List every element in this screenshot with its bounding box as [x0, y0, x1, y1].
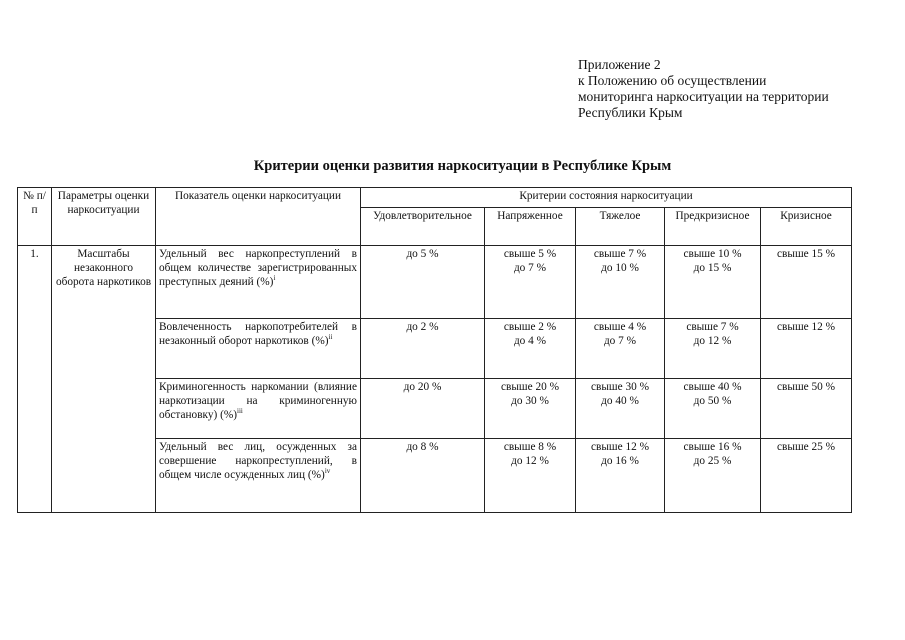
- criteria-table: [17, 187, 852, 513]
- criterion-value: до 2 %: [406, 321, 439, 333]
- criterion-value: свыше 12 %: [590, 441, 649, 453]
- criterion-value-cell: [361, 439, 485, 513]
- header-indicator: Показатель оценки наркоситуации: [156, 188, 361, 246]
- criterion-value: свыше 12 %: [777, 321, 836, 333]
- table-row: [18, 246, 852, 319]
- criterion-value-cell: [761, 246, 852, 319]
- indicator-cell: [156, 439, 361, 513]
- criterion-value: свыше 10 %: [683, 248, 742, 260]
- criterion-value-cell: [485, 246, 576, 319]
- criterion-value: до 8 %: [406, 441, 439, 453]
- header-criterion: Предкризисное: [665, 208, 761, 246]
- header-criterion: Тяжелое: [576, 208, 665, 246]
- criterion-value: свыше 30 %: [590, 381, 649, 393]
- criterion-value-cell: [665, 246, 761, 319]
- criterion-value: свыше 5 %: [503, 248, 557, 260]
- criterion-value: свыше 2 %: [503, 321, 557, 333]
- criterion-value-cell: [665, 379, 761, 439]
- criterion-value-cell: [485, 379, 576, 439]
- criterion-value: до 30 %: [511, 395, 549, 407]
- row-number: 1.: [18, 246, 52, 513]
- footnote-marker: i: [273, 274, 276, 283]
- criterion-value: до 25 %: [693, 455, 732, 467]
- criterion-value: до 12 %: [511, 455, 549, 467]
- header-criterion: Удовлетворительное: [361, 208, 485, 246]
- criterion-value-cell: [576, 379, 665, 439]
- appendix-line: мониторинга наркоситуации на территории: [578, 89, 829, 104]
- criterion-value: свыше 25 %: [777, 441, 836, 453]
- footnote-marker: ii: [328, 333, 333, 342]
- criterion-value: до 7 %: [513, 262, 547, 274]
- criterion-value: до 7 %: [603, 335, 637, 347]
- criterion-value-cell: [761, 439, 852, 513]
- footnote-marker: iii: [237, 407, 243, 416]
- criterion-value-cell: [485, 439, 576, 513]
- criterion-value: до 5 %: [406, 248, 439, 260]
- indicator-text: Удельный вес лиц, осужденных за совершение наркопреступлений, в общем числе осужденных лиц (%): [159, 441, 357, 481]
- criterion-value: свыше 40 %: [683, 381, 742, 393]
- criterion-value-cell: [761, 319, 852, 379]
- criterion-value: свыше 50 %: [777, 381, 836, 393]
- criterion-value: свыше 7 %: [686, 321, 739, 333]
- criterion-value: до 15 %: [693, 262, 732, 274]
- criterion-value-cell: [665, 319, 761, 379]
- document-title: Критерии оценки развития наркоситуации в Республике Крым: [253, 158, 672, 174]
- criterion-value: свыше 7 %: [593, 248, 647, 260]
- criterion-value: до 40 %: [601, 395, 639, 407]
- criterion-value: до 4 %: [513, 335, 547, 347]
- criterion-value: свыше 4 %: [593, 321, 647, 333]
- criterion-value: до 12 %: [693, 335, 732, 347]
- header-criterion: Кризисное: [761, 208, 852, 246]
- criterion-value-cell: [485, 319, 576, 379]
- header-parameters: Параметры оценки наркоситуации: [52, 188, 156, 246]
- criterion-value-cell: [761, 379, 852, 439]
- indicator-text: Криминогенность наркомании (влияние наркотизации на криминогенную обстановку) (%): [159, 381, 357, 421]
- indicator-cell: [156, 319, 361, 379]
- header-number: № п/п: [18, 188, 52, 246]
- appendix-line: Приложение 2: [578, 57, 661, 72]
- criterion-value: свыше 15 %: [777, 248, 836, 260]
- criterion-value-cell: [361, 319, 485, 379]
- criterion-value-cell: [665, 439, 761, 513]
- criterion-value: до 50 %: [693, 395, 732, 407]
- criterion-value: до 20 %: [403, 381, 442, 393]
- indicator-cell: [156, 246, 361, 319]
- criterion-value-cell: [576, 246, 665, 319]
- criterion-value: свыше 8 %: [503, 441, 557, 453]
- criterion-value: до 16 %: [601, 455, 639, 467]
- criterion-value: свыше 20 %: [500, 381, 559, 393]
- header-criterion: Напряженное: [485, 208, 576, 246]
- parameter-cell: Масштабы незаконного оборота наркотиков: [52, 246, 156, 513]
- indicator-text: Удельный вес наркопреступлений в общем количестве зарегистрированных преступных деяний (%): [159, 248, 357, 288]
- criterion-value: свыше 16 %: [683, 441, 742, 453]
- criterion-value: до 10 %: [601, 262, 639, 274]
- header-criteria-group: Критерии состояния наркоситуации: [361, 188, 852, 208]
- indicator-cell: [156, 379, 361, 439]
- appendix-header: [578, 57, 829, 121]
- criterion-value-cell: [576, 319, 665, 379]
- criterion-value-cell: [361, 246, 485, 319]
- criterion-value-cell: [576, 439, 665, 513]
- appendix-line: к Положению об осуществлении: [578, 73, 767, 88]
- indicator-text: Вовлеченность наркопотребителей в незаконный оборот наркотиков (%): [159, 321, 357, 347]
- appendix-line: Республики Крым: [578, 105, 683, 120]
- footnote-marker: iv: [324, 467, 331, 476]
- table-body: [18, 246, 852, 513]
- criterion-value-cell: [361, 379, 485, 439]
